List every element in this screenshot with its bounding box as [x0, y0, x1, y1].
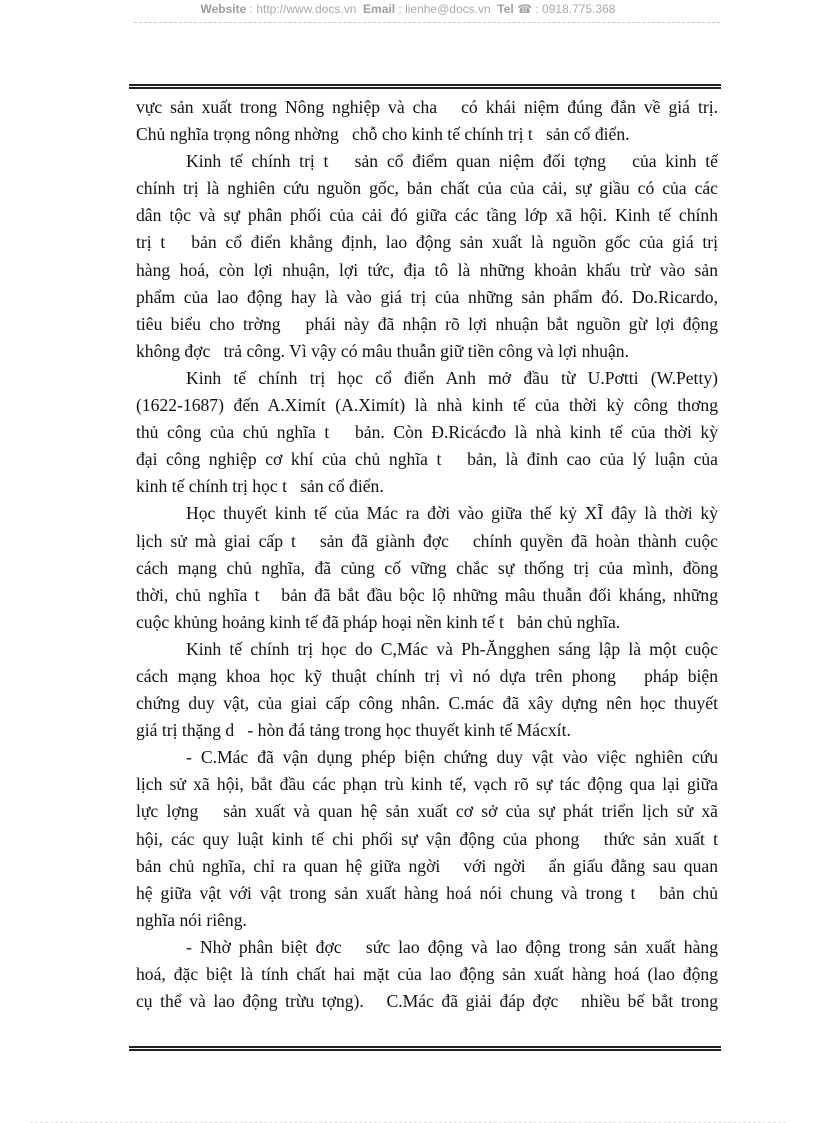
text-line: cụ thể và lao động trừu tợng). C.Mác đã giải đáp đợc nhiều bế bắt trong — [136, 991, 718, 1012]
text-line: Kinh tế chính trị học cổ điển Anh mở đầu từ U.Pơtti (W.Petty) — [186, 367, 718, 388]
website-label: Website — [200, 2, 247, 16]
text-line: bản chủ nghĩa, chỉ ra quan hệ giữa ngời với ngời ẩn giấu đằng sau quan — [136, 855, 718, 876]
text-line: chứng duy vật, của giai cấp công nhân. C.mác đã xây dựng nên học thuyết — [136, 693, 718, 714]
text-line: Chủ nghĩa trọng nông nhờng chỗ cho kinh tế chính trị t sản cổ điển. — [136, 124, 630, 145]
text-line: kinh tế chính trị học t sản cổ điển. — [136, 476, 384, 497]
text-line: vực sản xuất trong Nông nghiệp và cha có khái niệm đúng đắn về giá trị. — [136, 97, 718, 117]
text-line: lịch sử mà giai cấp t sản đã giành đợc chính quyền đã hoàn thành cuộc — [136, 530, 718, 551]
text-line: hội, các quy luật kinh tế chi phối sự vận động của phong thức sản xuất t — [136, 828, 718, 849]
text-line: chính trị là nghiên cứu nguồn gốc, bản chất của của cải, sự giầu có của các — [136, 178, 718, 199]
text-line: thủ công của chủ nghĩa t bản. Còn Đ.Ricácđo là nhà kinh tế của thời kỳ — [136, 422, 718, 443]
text-line: cuộc khủng hoảng kinh tế đã pháp hoại nền kinh tế t bản chủ nghĩa. — [136, 611, 621, 632]
tel-label: Tel — [497, 2, 514, 16]
text-line: đại công nghiệp cơ khí của chủ nghĩa t bản, là đỉnh cao của lý luận của — [136, 449, 718, 470]
text-line: cách mạng chủ nghĩa, đã củng cố vững chắc sự thống trị của mình, đồng — [136, 557, 718, 578]
text-line: hoá, đặc biệt là tính chất hai mặt của lao động sản xuất hàng hoá (lao động — [136, 964, 718, 984]
text-line: không đợc trả công. Vì vậy có mâu thuẫn giữ tiền công và lợi nhuận. — [136, 340, 629, 361]
document-body — [136, 94, 718, 1015]
text-line: - C.Mác đã vận dụng phép biện chứng duy vật vào việc nghiên cứu — [186, 747, 718, 768]
website-url[interactable]: : http://www.docs.vn — [249, 2, 357, 16]
text-line: nghĩa nói riêng. — [136, 909, 247, 930]
text-line: cách mạng khoa học kỹ thuật chính trị vì nó dựa trên phong pháp biện — [136, 665, 718, 686]
text-line: (1622-1687) đến A.Ximít (A.Ximít) là nhà kinh tế của thời kỳ công thơng — [136, 395, 718, 416]
text-line: tiêu biểu cho trờng phái này đã nhận rõ lợi nhuận bắt nguồn gừ lợi động — [136, 313, 718, 334]
email-label: Email — [363, 2, 396, 16]
text-line: lực lợng sản xuất và quan hệ sản xuất cơ sở của sự phát triển lịch sử xã — [136, 801, 718, 822]
text-line: Kinh tế chính trị t sản cổ điểm quan niệm đối tợng của kinh tế — [186, 151, 718, 172]
text-line: giá trị thặng d - hòn đá tảng trong học thuyết kinh tế Mácxít. — [136, 720, 571, 741]
text-line: - Nhờ phân biệt đợc sức lao động và lao động trong sản xuất hàng — [186, 936, 718, 957]
top-double-rule — [129, 84, 721, 89]
header-divider — [134, 22, 720, 23]
email-address[interactable]: : lienhe@docs.vn — [398, 2, 491, 16]
text-line: hàng hoá, còn lợi nhuận, lợi tức, địa tô là những khoản khấu trừ vào sản — [136, 259, 718, 280]
bottom-double-rule — [129, 1046, 721, 1051]
text-line: trị t bản cổ điển khẳng định, lao động sản xuất là nguồn gốc của giá trị — [136, 232, 718, 253]
text-line: lịch sử xã hội, bắt đầu các phạn trù kinh tế, vạch rõ sự tác động qua lại giữa — [136, 774, 718, 795]
text-line: dân tộc và sự phân phối của cải đó giữa các tầng lớp xã hội. Kinh tế chính — [136, 205, 718, 226]
tel-number: ☎ : 0918.775.368 — [517, 2, 616, 16]
text-line: Kinh tế chính trị học do C,Mác và Ph-Ăngghen sáng lập là một cuộc — [186, 638, 718, 659]
text-line: phẩm của lao động hay là vào giá trị của những sản phẩm đó. Do.Ricardo, — [136, 286, 718, 307]
text-line: hệ giữa vật với vật trong sản xuất hàng hoá nói chung và trong t bản chủ — [136, 882, 718, 903]
text-line: thời, chủ nghĩa t bản đã bắt đầu bộc lộ những mâu thuẫn đối kháng, những — [136, 584, 718, 605]
site-header — [0, 0, 816, 18]
text-line: Học thuyết kinh tế của Mác ra đời vào giữa thế kỷ XĨ đây là thời kỳ — [186, 503, 718, 524]
